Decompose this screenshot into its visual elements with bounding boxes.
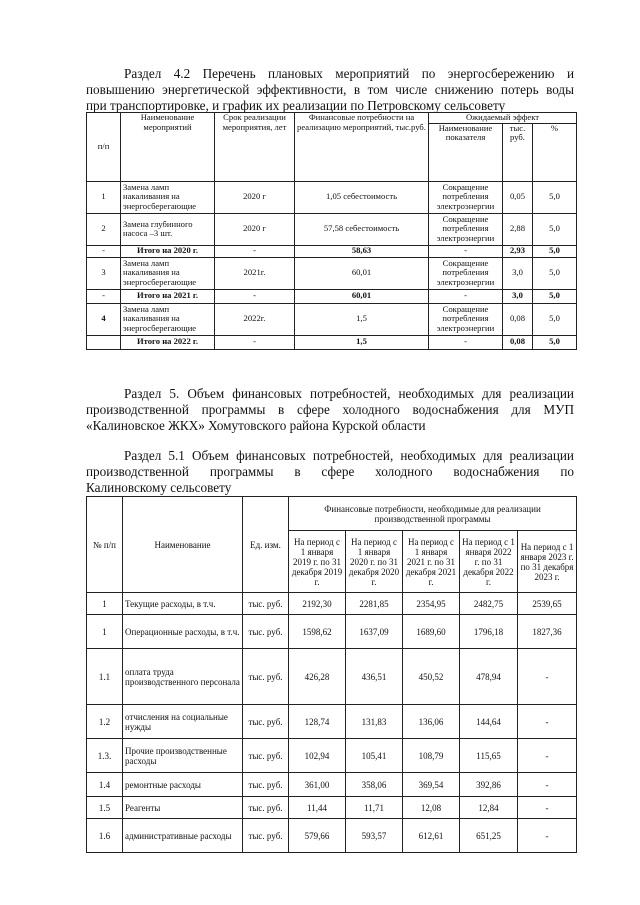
cell-value: 2482,75 bbox=[460, 593, 518, 615]
cell-name: Операционные расходы, в т.ч. bbox=[123, 615, 243, 649]
cell-term: 2021г. bbox=[215, 257, 295, 289]
cell-pct: 5,0 bbox=[533, 289, 577, 303]
cell-pct: 5,0 bbox=[533, 245, 577, 257]
cell-value: 131,83 bbox=[346, 705, 403, 739]
cell-value: 450,52 bbox=[403, 649, 460, 705]
cell-name: Итого на 2022 г. bbox=[121, 335, 215, 349]
cell-num: 1 bbox=[87, 181, 121, 213]
cell-name: Замена глубинного насоса –3 шт. bbox=[121, 213, 215, 245]
cell-tys: 3,0 bbox=[503, 289, 533, 303]
cell-value: 1796,18 bbox=[460, 615, 518, 649]
cell-value: 2281,85 bbox=[346, 593, 403, 615]
section-4-2-heading bbox=[86, 66, 574, 114]
table-row bbox=[87, 257, 577, 289]
cell-indicator: Сокращение потребления электроэнергии bbox=[429, 181, 503, 213]
cell-unit: тыс. руб. bbox=[243, 819, 289, 853]
cell-indicator: - bbox=[429, 245, 503, 257]
cell-term: - bbox=[215, 245, 295, 257]
header-name: Наименование bbox=[123, 497, 243, 593]
cell-term: 2020 г bbox=[215, 213, 295, 245]
cell-unit: тыс. руб. bbox=[243, 593, 289, 615]
table-row bbox=[87, 739, 577, 773]
cell-fin: 60,01 bbox=[295, 257, 429, 289]
header-period-2021: На период с 1 января 2021 г. по 31 декабря 2021 г. bbox=[403, 531, 460, 593]
cell-value: 361,00 bbox=[289, 773, 346, 797]
cell-num: 1.3. bbox=[87, 739, 123, 773]
section-5-1-line2: производственной программы в сфере холодного водоснабжения по bbox=[86, 464, 574, 479]
header-tys: тыс. руб. bbox=[503, 123, 533, 181]
header-pct: % bbox=[533, 123, 577, 181]
table-row bbox=[87, 593, 577, 615]
cell-unit: тыс. руб. bbox=[243, 705, 289, 739]
cell-num: 1.2 bbox=[87, 705, 123, 739]
cell-value: 1689,60 bbox=[403, 615, 460, 649]
section-5-line3: «Калиновское ЖКХ» Хомутовского района Курской области bbox=[86, 418, 426, 433]
header-unit: Ед. изм. bbox=[243, 497, 289, 593]
header-effect: Ожидаемый эффект bbox=[429, 113, 577, 124]
section-5-1-line1: Раздел 5.1 Объем финансовых потребностей, необходимых для реализации bbox=[124, 448, 574, 463]
header-period-2023: На период с 1 января 2023 г. по 31 декабря 2023 г. bbox=[518, 531, 577, 593]
section-5-line2: производственной программы в сфере холодного водоснабжения для МУП bbox=[86, 402, 574, 417]
cell-num: 3 bbox=[87, 257, 121, 289]
cell-value: 1598,62 bbox=[289, 615, 346, 649]
cell-pct: 5,0 bbox=[533, 181, 577, 213]
energy-measures-table bbox=[86, 112, 577, 350]
financial-needs-table bbox=[86, 496, 577, 853]
cell-value: - bbox=[518, 773, 577, 797]
cell-value: 392,86 bbox=[460, 773, 518, 797]
cell-num: 1 bbox=[87, 593, 123, 615]
cell-pct: 5,0 bbox=[533, 257, 577, 289]
cell-value: - bbox=[518, 819, 577, 853]
cell-value: 11,44 bbox=[289, 797, 346, 819]
header-period-2022: На период с 1 января 2022 г. по 31 декабря 2022 г. bbox=[460, 531, 518, 593]
cell-name: оплата труда производственного персонала bbox=[123, 649, 243, 705]
table-row bbox=[87, 797, 577, 819]
cell-value: - bbox=[518, 649, 577, 705]
cell-tys: 2,88 bbox=[503, 213, 533, 245]
cell-fin: 1,5 bbox=[295, 303, 429, 335]
cell-tys: 3,0 bbox=[503, 257, 533, 289]
table-row bbox=[87, 181, 577, 213]
cell-term: 2022г. bbox=[215, 303, 295, 335]
header-num: № п/п bbox=[87, 497, 123, 593]
cell-value: 579,66 bbox=[289, 819, 346, 853]
cell-tys: 0,05 bbox=[503, 181, 533, 213]
cell-num: 1.6 bbox=[87, 819, 123, 853]
cell-unit: тыс. руб. bbox=[243, 615, 289, 649]
cell-term: 2020 г bbox=[215, 181, 295, 213]
cell-value: 12,84 bbox=[460, 797, 518, 819]
table-total-row bbox=[87, 245, 577, 257]
header-indicator: Наименование показателя bbox=[429, 123, 503, 181]
cell-num bbox=[87, 335, 121, 349]
cell-value: 128,74 bbox=[289, 705, 346, 739]
cell-value: 136,06 bbox=[403, 705, 460, 739]
cell-tys: 0,08 bbox=[503, 303, 533, 335]
header-period-2019: На период с 1 января 2019 г. по 31 декабря 2019 г. bbox=[289, 531, 346, 593]
cell-value: 1827,36 bbox=[518, 615, 577, 649]
cell-unit: тыс. руб. bbox=[243, 649, 289, 705]
table-row bbox=[87, 615, 577, 649]
cell-fin: 57,58 себестоимость bbox=[295, 213, 429, 245]
cell-name: отчисления на социальные нужды bbox=[123, 705, 243, 739]
cell-fin: 1,5 bbox=[295, 335, 429, 349]
cell-name: Текущие расходы, в т.ч. bbox=[123, 593, 243, 615]
cell-value: 2192,30 bbox=[289, 593, 346, 615]
cell-value: 612,61 bbox=[403, 819, 460, 853]
cell-num: 1 bbox=[87, 615, 123, 649]
cell-value: 108,79 bbox=[403, 739, 460, 773]
cell-num: 1.1 bbox=[87, 649, 123, 705]
cell-unit: тыс. руб. bbox=[243, 739, 289, 773]
cell-name: ремонтные расходы bbox=[123, 773, 243, 797]
section-4-2-line1: Раздел 4.2 Перечень плановых мероприятий по энергосбережению и bbox=[124, 66, 574, 81]
cell-value: 593,57 bbox=[346, 819, 403, 853]
cell-value: 478,94 bbox=[460, 649, 518, 705]
cell-num: - bbox=[87, 289, 121, 303]
cell-value: 358,06 bbox=[346, 773, 403, 797]
cell-fin: 60,01 bbox=[295, 289, 429, 303]
cell-num: 4 bbox=[87, 303, 121, 335]
section-5-line1: Раздел 5. Объем финансовых потребностей, необходимых для реализации bbox=[124, 386, 574, 401]
cell-unit: тыс. руб. bbox=[243, 773, 289, 797]
cell-unit: тыс. руб. bbox=[243, 797, 289, 819]
cell-value: 115,65 bbox=[460, 739, 518, 773]
header-period-2020: На период с 1 января 2020 г. по 31 декабря 2020 г. bbox=[346, 531, 403, 593]
cell-value: 426,28 bbox=[289, 649, 346, 705]
cell-indicator: - bbox=[429, 289, 503, 303]
cell-pct: 5,0 bbox=[533, 303, 577, 335]
header-num: п/п bbox=[87, 113, 121, 182]
cell-indicator: - bbox=[429, 335, 503, 349]
cell-num: 2 bbox=[87, 213, 121, 245]
cell-tys: 2,93 bbox=[503, 245, 533, 257]
header-fin: Финансовые потребности на реализацию мероприятий, тыс.руб. bbox=[295, 113, 429, 182]
cell-pct: 5,0 bbox=[533, 335, 577, 349]
table-total-row bbox=[87, 289, 577, 303]
cell-value: 105,41 bbox=[346, 739, 403, 773]
cell-indicator: Сокращение потребления электроэнергии bbox=[429, 213, 503, 245]
cell-name: Итого на 2020 г. bbox=[121, 245, 215, 257]
table-row bbox=[87, 773, 577, 797]
cell-pct: 5,0 bbox=[533, 213, 577, 245]
cell-value: 651,25 bbox=[460, 819, 518, 853]
cell-name: Замена ламп накаливания на энергосберегающие bbox=[121, 303, 215, 335]
cell-term: - bbox=[215, 335, 295, 349]
table-total-row bbox=[87, 335, 577, 349]
cell-value: 144,64 bbox=[460, 705, 518, 739]
cell-value: - bbox=[518, 797, 577, 819]
cell-name: Реагенты bbox=[123, 797, 243, 819]
cell-value: 2539,65 bbox=[518, 593, 577, 615]
table-row bbox=[87, 303, 577, 335]
section-5-1-heading bbox=[86, 448, 574, 496]
section-4-2-line2: повышению энергетической эффективности, в том числе снижению потерь воды bbox=[86, 82, 574, 97]
cell-num: 1.4 bbox=[87, 773, 123, 797]
cell-value: 102,94 bbox=[289, 739, 346, 773]
table-row bbox=[87, 213, 577, 245]
cell-term: - bbox=[215, 289, 295, 303]
cell-fin: 58,63 bbox=[295, 245, 429, 257]
cell-name: Итого на 2021 г. bbox=[121, 289, 215, 303]
cell-value: 436,51 bbox=[346, 649, 403, 705]
cell-fin: 1,05 себестоимость bbox=[295, 181, 429, 213]
table-row bbox=[87, 649, 577, 705]
cell-name: Замена ламп накаливания на энергосберегающие bbox=[121, 181, 215, 213]
cell-indicator: Сокращение потребления электроэнергии bbox=[429, 303, 503, 335]
cell-num: - bbox=[87, 245, 121, 257]
cell-value: - bbox=[518, 739, 577, 773]
section-4-2-line3: при транспортировке, и график их реализации по Петровскому сельсовету bbox=[86, 98, 506, 113]
cell-value: 2354,95 bbox=[403, 593, 460, 615]
cell-value: 369,54 bbox=[403, 773, 460, 797]
cell-name: административные расходы bbox=[123, 819, 243, 853]
section-5-heading bbox=[86, 386, 574, 434]
section-5-1-line3: Калиновскому сельсовету bbox=[86, 480, 232, 495]
table-row bbox=[87, 819, 577, 853]
cell-indicator: Сокращение потребления электроэнергии bbox=[429, 257, 503, 289]
cell-tys: 0,08 bbox=[503, 335, 533, 349]
header-term: Срок реализации мероприятия, лет bbox=[215, 113, 295, 182]
header-name: Наименование мероприятий bbox=[121, 113, 215, 182]
table-row bbox=[87, 705, 577, 739]
cell-value: 1637,09 bbox=[346, 615, 403, 649]
cell-value: 11,71 bbox=[346, 797, 403, 819]
cell-num: 1.5 bbox=[87, 797, 123, 819]
cell-value: - bbox=[518, 705, 577, 739]
cell-name: Прочие производственные расходы bbox=[123, 739, 243, 773]
header-fin: Финансовые потребности, необходимые для реализации производственной программы bbox=[289, 497, 577, 531]
cell-value: 12,08 bbox=[403, 797, 460, 819]
cell-name: Замена ламп накаливания на энергосберегающие bbox=[121, 257, 215, 289]
